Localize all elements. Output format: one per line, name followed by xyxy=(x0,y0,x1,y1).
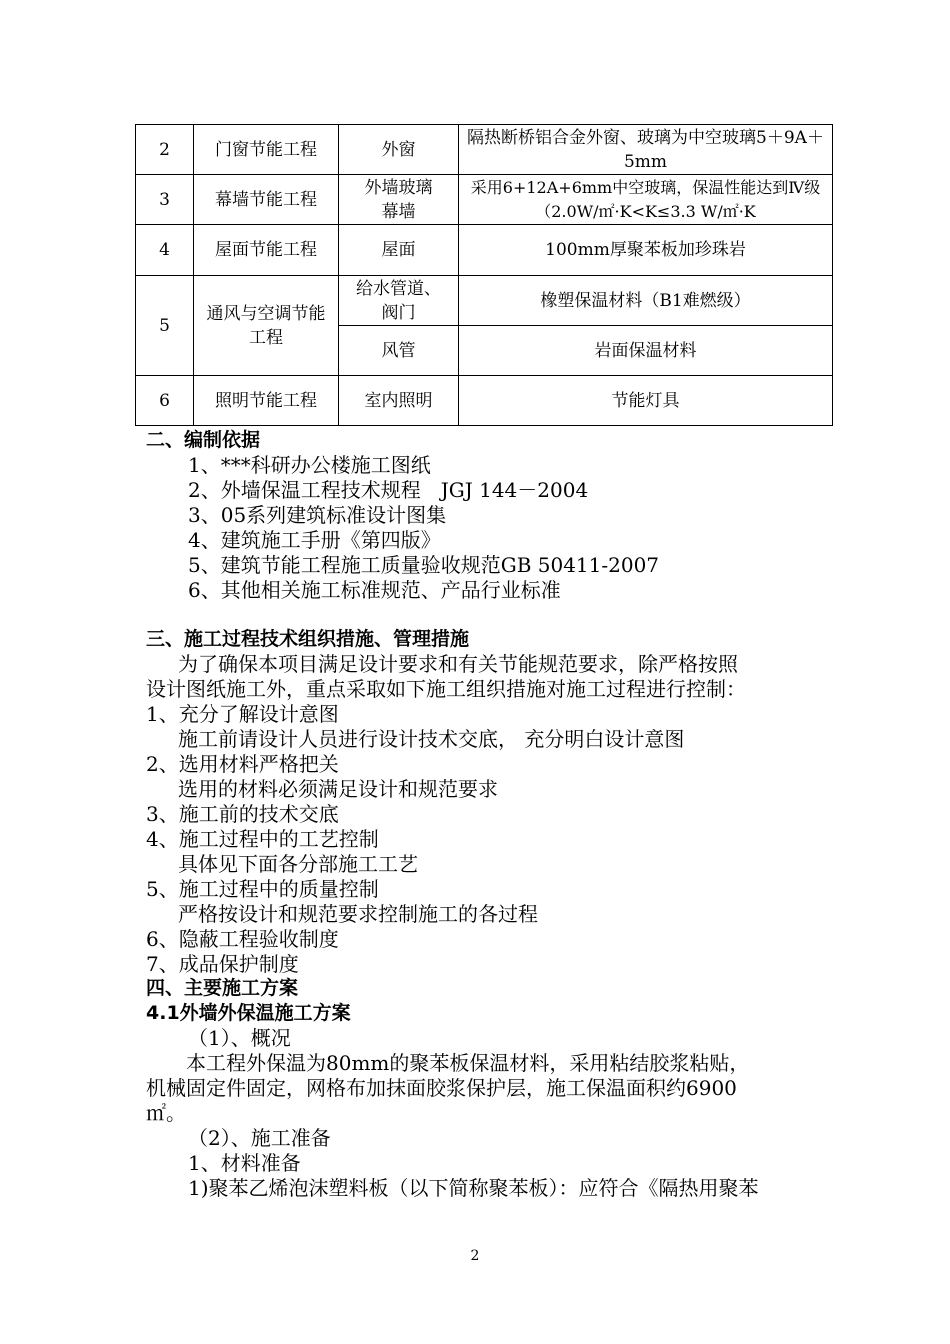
paragraph-line: 机械固定件固定，网格布加抹面胶浆保护层，施工保温面积约6900 xyxy=(146,1076,737,1100)
basis-item: 2、外墙保温工程技术规程 JGJ 144－2004 xyxy=(188,478,589,502)
row-number: 4 xyxy=(136,225,194,276)
material-spec: 岩面保温材料 xyxy=(459,326,833,376)
paragraph-line: 本工程外保温为80mm的聚苯板保温材料，采用粘结胶浆粘贴， xyxy=(186,1051,750,1075)
basis-item: 6、其他相关施工标准规范、产品行业标准 xyxy=(188,578,561,602)
basis-item: 3、05系列建筑标准设计图集 xyxy=(188,503,447,527)
project-name: 照明节能工程 xyxy=(194,376,339,426)
measure-item: 1、充分了解设计意图 xyxy=(146,702,339,726)
basis-item: 1、***科研办公楼施工图纸 xyxy=(188,453,431,477)
project-part: 给水管道、阀门 xyxy=(339,276,459,326)
energy-saving-table xyxy=(135,124,833,426)
material-spec: 橡塑保温材料（B1难燃级） xyxy=(459,276,833,326)
subsection-label: （2）、施工准备 xyxy=(188,1126,331,1150)
table-row xyxy=(136,175,833,225)
table-row xyxy=(136,376,833,426)
section-heading-measures: 三、施工过程技术组织措施、管理措施 xyxy=(146,628,470,650)
project-part: 外窗 xyxy=(339,125,459,175)
table-row xyxy=(136,276,833,326)
row-number: 6 xyxy=(136,376,194,426)
subsection-label: （1）、概况 xyxy=(188,1026,291,1050)
measure-detail: 施工前请设计人员进行设计技术交底， 充分明白设计意图 xyxy=(178,727,685,751)
project-part: 室内照明 xyxy=(339,376,459,426)
project-name: 屋面节能工程 xyxy=(194,225,339,276)
paragraph-line: 1)聚苯乙烯泡沫塑料板（以下简称聚苯板）：应符合《隔热用聚苯 xyxy=(188,1176,759,1200)
paragraph-line: ㎡。 xyxy=(146,1101,186,1125)
subsection-heading: 4.1外墙外保温施工方案 xyxy=(146,1002,351,1024)
measure-detail: 选用的材料必须满足设计和规范要求 xyxy=(178,777,498,801)
paragraph-line: 1、材料准备 xyxy=(188,1151,301,1175)
project-name: 通风与空调节能工程 xyxy=(194,276,339,376)
measure-item: 6、隐蔽工程验收制度 xyxy=(146,927,339,951)
project-part: 屋面 xyxy=(339,225,459,276)
measure-detail: 具体见下面各分部施工工艺 xyxy=(178,852,418,876)
paragraph-line: 设计图纸施工外，重点采取如下施工组织措施对施工过程进行控制： xyxy=(146,677,746,701)
section-heading-basis: 二、编制依据 xyxy=(146,429,261,451)
measure-detail: 严格按设计和规范要求控制施工的各过程 xyxy=(178,902,538,926)
material-spec: 节能灯具 xyxy=(459,376,833,426)
basis-item: 4、建筑施工手册《第四版》 xyxy=(188,528,441,552)
table-row xyxy=(136,225,833,276)
table-row xyxy=(136,125,833,175)
project-part: 风管 xyxy=(339,326,459,376)
material-spec: 隔热断桥铝合金外窗、玻璃为中空玻璃5＋9A＋5mm xyxy=(459,125,833,175)
measure-item: 7、成品保护制度 xyxy=(146,952,299,976)
project-name: 幕墙节能工程 xyxy=(194,175,339,225)
row-number: 3 xyxy=(136,175,194,225)
page-number: 2 xyxy=(470,1248,480,1264)
measure-item: 5、施工过程中的质量控制 xyxy=(146,877,379,901)
measure-item: 3、施工前的技术交底 xyxy=(146,802,339,826)
row-number: 2 xyxy=(136,125,194,175)
paragraph-line: 为了确保本项目满足设计要求和有关节能规范要求，除严格按照 xyxy=(178,652,738,676)
measure-item: 2、选用材料严格把关 xyxy=(146,752,339,776)
material-spec: 采用6+12A+6mm中空玻璃，保温性能达到Ⅳ级（2.0W/㎡·K<K≤3.3 W/㎡·K xyxy=(459,175,833,225)
measure-item: 4、施工过程中的工艺控制 xyxy=(146,827,379,851)
basis-item: 5、建筑节能工程施工质量验收规范GB 50411-2007 xyxy=(188,553,660,577)
project-name: 门窗节能工程 xyxy=(194,125,339,175)
section-heading-plan: 四、主要施工方案 xyxy=(146,977,299,999)
project-part: 外墙玻璃幕墙 xyxy=(339,175,459,225)
material-spec: 100mm厚聚苯板加珍珠岩 xyxy=(459,225,833,276)
row-number: 5 xyxy=(136,276,194,376)
